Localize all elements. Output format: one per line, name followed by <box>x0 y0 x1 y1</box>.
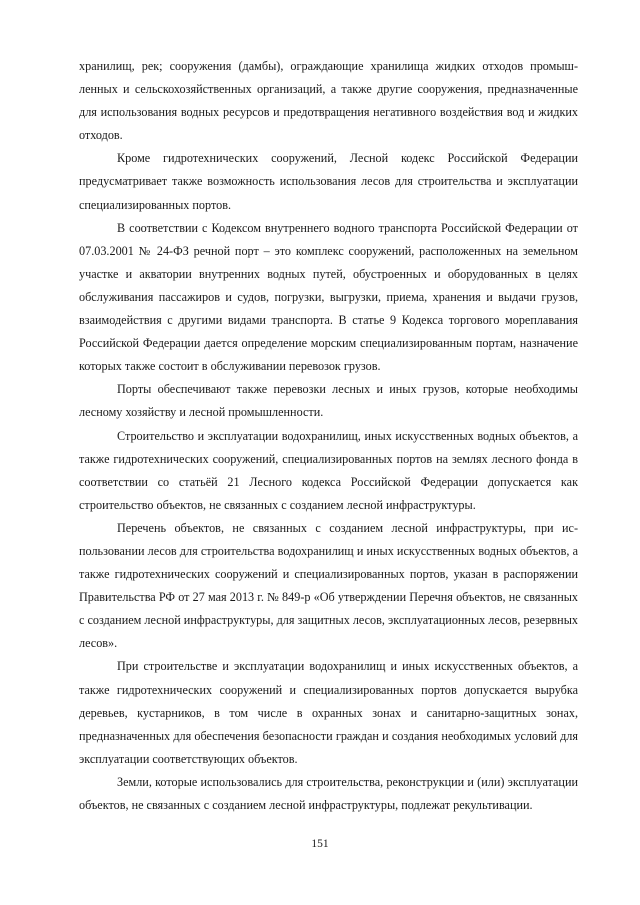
paragraph-recultivation: Земли, которые использовались для строительства, реконструкции и (или) эксплуатации объектов, не связанных с созданием лесной инфраструктуры, подлежат рекультивации. <box>79 774 578 812</box>
paragraph-hydro-structures: Кроме гидротехнических сооружений, Лесной кодекс Российской Федерации предусматривает также возможность использования лесов для строительства и эксплуатации специализированных портов. <box>79 151 578 212</box>
body-text <box>79 55 578 817</box>
page-number: 151 <box>311 838 329 850</box>
paragraph-construction: Строительство и эксплуатации водохранилищ, иных искусственных водных объектов, а также гидротехнических сооружений, специализированных портов на землях лесного фонда в соответствии со статьёй 21 Лесного кодекса Российской Федерации допускается как строительство объектов, не связанных с созданием лесной инфраструктуры. <box>79 428 578 512</box>
paragraph-tree-cutting: При строительстве и эксплуатации водохранилищ и иных искусственных объектов, а также гидротехнических сооружений и специализированных портов допускается вырубка деревьев, кустарников, в том числе в охранных зонах и санитарно-защитных зонах, предназначенных для обеспечения безопасности граждан и создания необходимых условий для эксплуатации соответствующих объектов. <box>79 659 578 766</box>
paragraph-objects-list: Перечень объектов, не связанных с созданием лесной инфраструктуры, при использовании лесов для строительства водохранилищ и иных искусственных водных объектов, а также гидротехнических сооружений и специализированных портов, указан в распоряжении Правительства РФ от 27 мая 2013 г. № 849-р «Об утверждении Перечня объектов, не связанных с созданием лесной инфраструктуры, для защитных лесов, эксплуатационных лесов, резервных лесов». <box>79 520 578 651</box>
paragraph-continuation: хранилищ, рек; сооружения (дамбы), ограждающие хранилища жидких отходов промышленных и сельскохозяйственных организаций, а также другие сооружения, предназначенные для использования водных ресурсов и предотвращения негативного воздействия вод и жидких отходов. <box>79 59 578 143</box>
paragraph-ports-cargo: Порты обеспечивают также перевозки лесных и иных грузов, которые необходимы лесному хозяйству и лесной промышленности. <box>79 382 578 420</box>
paragraph-river-port: В соответствии с Кодексом внутреннего водного транспорта Российской Федерации от 07.03.2001 № 24-ФЗ речной порт – это комплекс сооружений, расположенных на земельном участке и акватории внутренних водных путей, обустроенных и оборудованных в целях обслуживания пассажиров и судов, погрузки, выгрузки, приема, хранения и выдачи грузов, взаимодействия с другими видами транспорта. В статье 9 Кодекса торгового мореплавания Российской Федерации дается определение морским специализированным портам, назначение которых также состоит в обслуживании перевозок грузов. <box>79 220 578 374</box>
